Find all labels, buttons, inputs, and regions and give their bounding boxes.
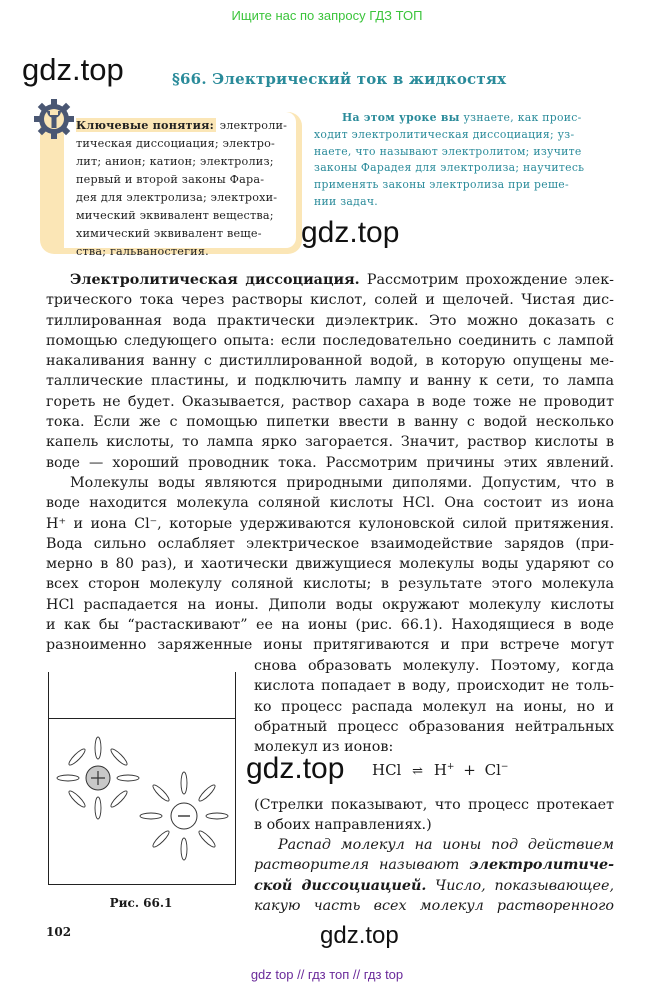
text-line: таллические пластины, и подключить лампу и ванну к сети, то лампа [46,373,614,390]
gear-wrench-icon [32,97,76,141]
search-banner: Ищите нас по запросу ГДЗ ТОП [231,8,423,23]
right-column-text [254,656,614,757]
text-line: HCl распадается на ионы. Диполи воды окружают молекулу кислоты [46,596,614,613]
text-line: трического тока через растворы кислот, солей и щелочей. Чистая дис- [46,292,614,309]
key-concepts-label: Ключевые понятия: [76,118,214,132]
ion-dipole-diagram [49,672,235,884]
text-line: (Стрелки показывают, что процесс протекает [254,797,614,813]
watermark: gdz.top [22,52,124,87]
watermark: gdz.top [301,216,400,249]
dissociation-equation: HCl ⇌ H+ + Cl− [372,761,509,779]
text-line: мерно в 80 раз), и хаотически движущиеся молекулы воды ударяют со [46,556,614,573]
text-line: и как бы “растаскивают” ее на ионы (рис. 66.1). Находящиеся в воде [46,617,614,634]
reversible-arrow-icon: ⇌ [412,764,424,779]
lesson-goals-lead: На этом уроке вы [342,111,460,124]
arrow-note [254,795,614,836]
definition-text: Распад молекул на ионы под действием растворителя называют электролитиче- ской диссоциацией. Число, показывающее, какую часть всех молекул растворенного [254,837,615,914]
text-line: H⁺ и иона Cl⁻, которые удерживаются кулоновской силой притяжения. [46,515,614,532]
text-line: воде находится молекула соляной кислоты HCl. Она состоит из иона [46,495,614,512]
text-line: тока. Если же с помощью пипетки ввести в ванну с водой несколько [46,414,614,431]
figure-caption: Рис. 66.1 [109,896,173,910]
text-line: ко процесс распада молекул на ионы, но и [254,698,614,715]
text-line: снова образовать молекулу. Поэтому, когда [254,658,614,674]
text-line: Электролитическая диссоциация. Рассмотрим прохождение элек- [70,272,614,288]
watermark: gdz.top [320,922,399,949]
text-line: помощью следующего опыта: если последовательно соединить с лампой [46,332,614,349]
footer-watermark: gdz top // гдз топ // гдз top [250,967,404,982]
lesson-goals: На этом уроке вы узнаете, как проис- ходит электролитическая диссоциация; уз- наете, что называют электролитом; изучите законы Фарадея для электролиза; научитесь применять законы электролиза при реше- нии задач. [314,111,585,208]
text-line: обратный процесс образования нейтральных [254,718,614,735]
text-line: гореть не будет. Оказывается, раствор сахара в воде тоже не проводит [46,393,614,410]
figure-66-1 [48,672,236,885]
text-line: Молекулы воды являются природными диполями. Допустим, что в [70,474,614,491]
text-line: в обоих направлениях.) [254,817,432,834]
text-line: Вода сильно ослабляет электрическое взаимодействие зарядов (при- [46,535,614,552]
text-line: воде — хороший проводник тока. Рассмотрим причины этих явлений. [46,454,614,471]
text-line: капель кислоты, то лампа ярко загорается. Значит, раствор кислоты в [46,434,614,451]
text-line: разноименно заряженные ионы притягиваются и при встрече могут [46,637,614,654]
negative-ion-icon [140,772,228,860]
body-text [46,270,614,656]
positive-ion-icon [57,737,139,819]
text-line: тиллированная вода практически диэлектрик. Это можно доказать с [46,312,614,329]
text-line: молекул из ионов: [254,739,394,756]
watermark: gdz.top [246,752,345,785]
section-title: §66. Электрический ток в жидкостях [172,70,507,88]
defined-term: электролитиче- [469,857,615,874]
text-line: всех сторон молекулу соляной кислоты; в результате этого молекула [46,576,614,593]
text-line: кислота попадает в воду, происходит не толь- [254,678,614,695]
text-line: накаливания ванну с дистиллированной водой, в которую опущены ме- [46,353,614,370]
defined-term: ской диссоциацией. [254,877,427,894]
key-concepts-text: Ключевые понятия: электроли- тическая диссоциация; электро- лит; анион; катион; электролиз; первый и второй законы Фара- дея для электролиза; электрохи- мический эквивалент вещества; химический эквивалент веще- ства; гальваностегия. [76,118,288,258]
paragraph-heading: Электролитическая диссоциация. [70,272,360,288]
page-number: 102 [46,925,72,939]
